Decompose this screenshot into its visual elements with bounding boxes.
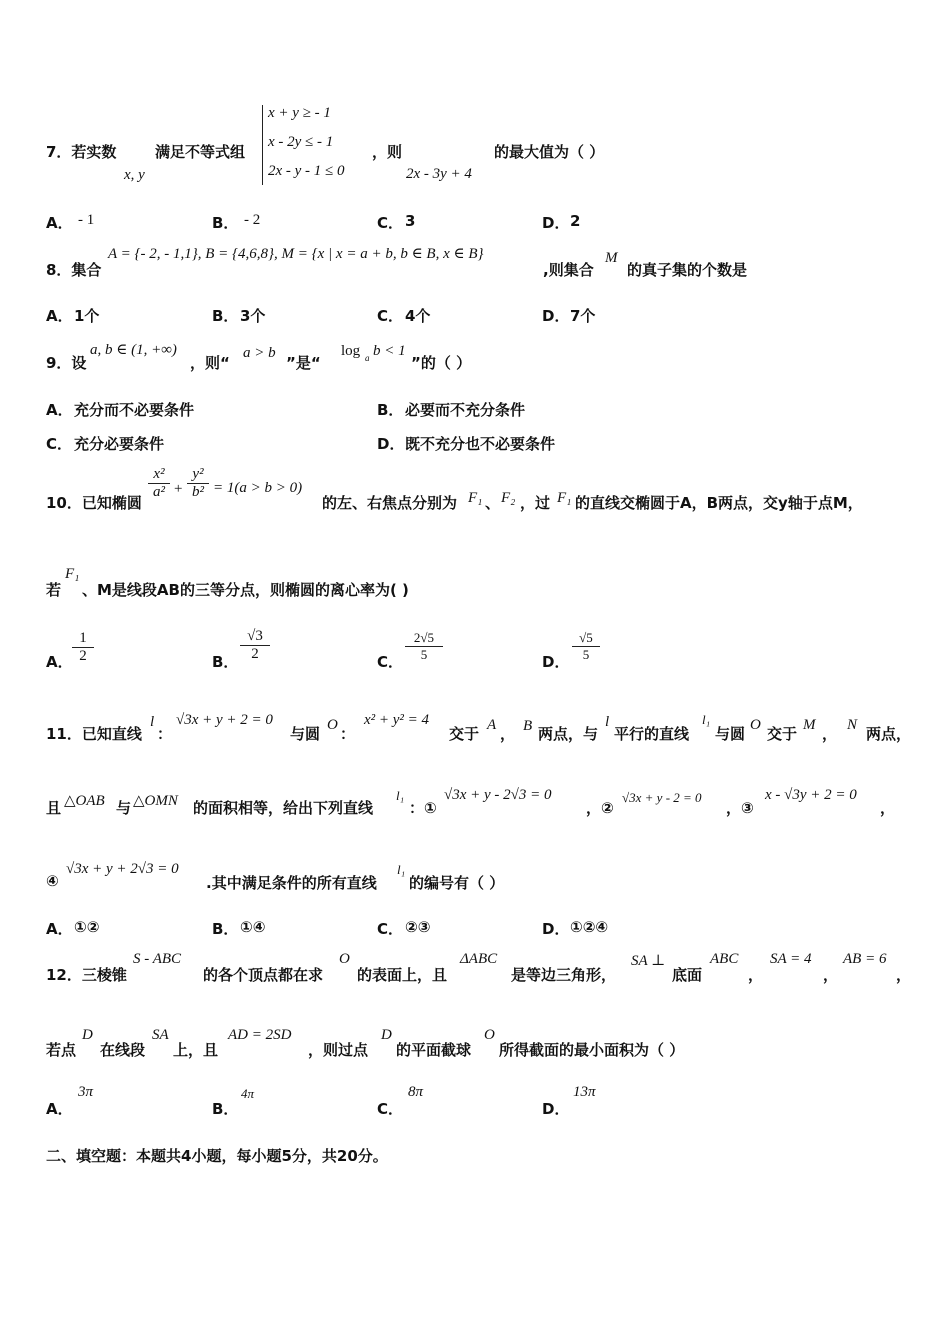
q12-option-a-value: 3π [78, 1084, 94, 1100]
q12-r2-t3: ，则过点 [308, 1041, 369, 1059]
q11-t5: 与圆 [715, 725, 746, 743]
q10-option-a-den: 2 [72, 647, 94, 665]
q10-option-b-num: √3 [247, 628, 263, 644]
q7-sys-line-1: x + y ≥ - 1 [268, 105, 331, 121]
q11-b: B [523, 718, 533, 734]
q10-option-c-fraction [405, 630, 443, 663]
q12-d: D [82, 1027, 93, 1043]
q11-tri2: △OMN [133, 793, 178, 809]
q12-c2: ， [823, 966, 839, 984]
q11-r3-t1: .其中满足条件的所有直线 [206, 874, 377, 892]
q12-o2: O [484, 1027, 495, 1043]
q11-r2-t6: ， [880, 799, 896, 817]
q7-option-a-label: A． [46, 214, 73, 232]
q9-option-a-value: 充分而不必要条件 [74, 401, 195, 419]
q11-o2: O [750, 717, 761, 733]
q7-mid: 满足不等式组 [155, 143, 246, 161]
q8-tail: 的真子集的个数是 [627, 261, 748, 279]
q11-option-a-label: A． [46, 920, 73, 938]
q9-mid1: ，则“ [190, 354, 230, 372]
q10-option-b-fraction [240, 628, 270, 663]
q8-option-b-label: B． [212, 307, 239, 325]
q9-p: a > b [243, 345, 276, 361]
q10-option-a-fraction [72, 630, 94, 665]
q8-set: A = {- 2, - 1,1}, B = {4,6,8}, M = {x | x = a + b, b ∈ B, x ∈ B} [108, 246, 484, 262]
q9-tail: ”的（ ） [411, 354, 472, 372]
q9-mid2: ”是“ [286, 354, 321, 372]
q11-r3-t2: 的编号有（ ） [409, 874, 505, 892]
q8-option-d-value: 7个 [570, 307, 596, 325]
q12-t3: 是等边三角形， [511, 966, 617, 984]
q9-cond: a, b ∈ (1, +∞) [90, 342, 177, 358]
q10-f2: F₂ [501, 490, 516, 506]
q7-option-d-value: 2 [570, 212, 581, 230]
q11-t4: 平行的直线 [614, 725, 690, 743]
q8-option-d-label: D． [542, 307, 570, 325]
q12-abc: ABC [710, 951, 739, 967]
q9-option-c-label: C． [46, 435, 73, 453]
q12-sa: SA ⊥ [631, 953, 666, 969]
q12-option-d-value: 13π [573, 1084, 596, 1100]
q10-option-c-label: C． [377, 653, 404, 671]
q12-ab6: AB = 6 [843, 951, 887, 967]
q11-e2: √3x + y - 2 = 0 [622, 790, 702, 805]
q10-text3: 的直线交椭圆于A，B两点，交y轴于点M， [575, 494, 863, 512]
q11-r2-t4: ，② [586, 799, 614, 817]
q11-option-a-value: ①② [74, 918, 100, 936]
q7-tail: 的最大值为（ ） [494, 143, 605, 161]
q11-l1: l₁ [702, 712, 711, 727]
q8-lead: 8．集合 [46, 261, 102, 279]
q11-r3-lead: ④ [46, 872, 59, 890]
q9-q-rest: b < 1 [373, 343, 406, 359]
q7-system-brace [262, 105, 263, 185]
q10-f1: F₁ [468, 490, 483, 506]
q8-option-c-label: C． [377, 307, 404, 325]
q11-e1: √3x + y - 2√3 = 0 [444, 787, 552, 803]
q11-t3: 两点，与 [538, 725, 599, 743]
q11-e3: x - √3y + 2 = 0 [765, 787, 857, 803]
q11-option-c-value: ②③ [405, 918, 431, 936]
q9-option-d-label: D． [377, 435, 405, 453]
q11-t6: 交于 [767, 725, 798, 743]
q9-option-a-label: A． [46, 401, 73, 419]
q11-r2-t1: 与 [116, 799, 132, 817]
q10-option-a-num: 1 [79, 630, 87, 646]
q11-r2-t3: ：① [409, 799, 437, 817]
q11-option-d-value: ①②④ [570, 918, 609, 936]
q11-l2: l [605, 714, 610, 730]
q7-vars: x, y [124, 167, 145, 183]
q11-lead: 11．已知直线 [46, 725, 142, 743]
q11-l1c: l₁ [397, 862, 406, 877]
q7-option-a-value: - 1 [78, 212, 95, 228]
q11-colon: ： [157, 725, 173, 743]
q12-option-c-value: 8π [408, 1084, 424, 1100]
q12-r2-t4: 的平面截球 [396, 1041, 472, 1059]
q10-option-c-num: 2√5 [413, 630, 435, 645]
q7-option-c-label: C． [377, 214, 404, 232]
q10-lead: 10．已知椭圆 [46, 494, 142, 512]
q10-den-2: b² [187, 483, 209, 501]
q12-t2: 的表面上，且 [357, 966, 448, 984]
q10-option-a-label: A． [46, 653, 73, 671]
q11-n: N [847, 717, 858, 733]
q8-option-a-label: A． [46, 307, 73, 325]
q10-option-d-label: D． [542, 653, 570, 671]
q10-f1c: F₁ [65, 566, 80, 582]
q11-m: M [803, 717, 816, 733]
q8-option-b-value: 3个 [240, 307, 266, 325]
q7-then: ，则 [372, 143, 403, 161]
q11-o: O [327, 717, 338, 733]
q12-option-c-label: C． [377, 1100, 404, 1118]
q12-lead: 12．三棱锥 [46, 966, 127, 984]
q10-option-b-den: 2 [240, 645, 270, 663]
q10-option-c-den: 5 [405, 646, 443, 663]
q8-var: M [605, 250, 618, 266]
q11-t2: 交于 [449, 725, 480, 743]
q12-sa2: SA [152, 1027, 169, 1043]
q12-sa4: SA = 4 [770, 951, 812, 967]
q11-colon2: ： [340, 725, 356, 743]
q12-t1: 的各个顶点都在求 [203, 966, 324, 984]
q11-a: A [487, 717, 497, 733]
q10-sep: 、 [485, 494, 501, 512]
q7-sys-line-3: 2x - y - 1 ≤ 0 [268, 163, 345, 179]
q7-sys-line-2: x - 2y ≤ - 1 [268, 134, 334, 150]
q9-lead: 9．设 [46, 354, 87, 372]
q10-den-1: a² [148, 483, 170, 501]
q12-r2-t1: 在线段 [100, 1041, 146, 1059]
q10-option-b-label: B． [212, 653, 239, 671]
q7-lead: 7．若实数 [46, 143, 117, 161]
section-2-heading: 二、填空题：本题共4小题，每小题5分，共20分。 [46, 1147, 388, 1165]
q12-o: O [339, 951, 350, 967]
q10-option-d-den: 5 [572, 646, 600, 663]
q8-mid: ,则集合 [543, 261, 594, 279]
q12-pyr: S - ABC [133, 951, 182, 967]
q10-option-d-num: √5 [579, 630, 593, 645]
q9-option-b-label: B． [377, 401, 404, 419]
q10-eq: = 1(a > b > 0) [213, 480, 303, 496]
q10-fraction-y [187, 466, 209, 501]
q10-text2: ，过 [520, 494, 551, 512]
q7-expr: 2x - 3y + 4 [406, 166, 472, 182]
q12-r2-lead: 若点 [46, 1041, 77, 1059]
q10-num-1: x² [153, 466, 165, 482]
q9-option-b-value: 必要而不充分条件 [405, 401, 526, 419]
q12-option-b-label: B． [212, 1100, 239, 1118]
q11-r2-lead: 且 [46, 799, 62, 817]
q11-comma2: ， [822, 725, 838, 743]
q7-option-b-value: - 2 [244, 212, 261, 228]
q11-line-eq: √3x + y + 2 = 0 [176, 712, 273, 728]
q11-l1b: l₁ [396, 788, 405, 803]
q11-e4: √3x + y + 2√3 = 0 [66, 861, 179, 877]
q12-r2-t5: 所得截面的最小面积为（ ） [499, 1041, 685, 1059]
q10-f1b: F₁ [557, 490, 572, 506]
q12-option-d-label: D． [542, 1100, 570, 1118]
q11-r2-t2: 的面积相等，给出下列直线 [193, 799, 374, 817]
q8-option-c-value: 4个 [405, 307, 431, 325]
q11-option-d-label: D． [542, 920, 570, 938]
q10-line2-tail: 、M是线段AB的三等分点，则椭圆的离心率为( ) [82, 581, 409, 599]
q9-q-log: log [341, 343, 361, 359]
q11-option-b-label: B． [212, 920, 239, 938]
q8-option-a-value: 1个 [74, 307, 100, 325]
q10-option-d-fraction [572, 630, 600, 663]
q11-r2-t5: ，③ [726, 799, 754, 817]
q10-fraction-x [148, 466, 170, 501]
q10-plus: + [174, 481, 183, 497]
q9-option-d-value: 既不充分也不必要条件 [405, 435, 556, 453]
q11-t1: 与圆 [290, 725, 321, 743]
q9-option-c-value: 充分必要条件 [74, 435, 165, 453]
q12-d2: D [381, 1027, 392, 1043]
q11-option-b-value: ①④ [240, 918, 266, 936]
q12-tri: ΔABC [460, 951, 498, 967]
q12-c3: ， [896, 966, 912, 984]
q10-num-2: y² [192, 466, 204, 482]
q10-text1: 的左、右焦点分别为 [322, 494, 458, 512]
q12-r2-t2: 上，且 [173, 1041, 219, 1059]
q10-line2-lead: 若 [46, 581, 62, 599]
q12-t4: 底面 [672, 966, 703, 984]
q9-q-sub: a [365, 353, 370, 363]
q7-option-b-label: B． [212, 214, 239, 232]
q11-circle: x² + y² = 4 [364, 712, 430, 728]
q11-l: l [150, 714, 155, 730]
q7-option-d-label: D． [542, 214, 570, 232]
q7-option-c-value: 3 [405, 212, 416, 230]
q12-ad: AD = 2SD [228, 1027, 292, 1043]
q11-comma: ， [500, 725, 516, 743]
q11-option-c-label: C． [377, 920, 404, 938]
q12-option-b-value: 4π [241, 1086, 255, 1101]
q12-c1: ， [748, 966, 764, 984]
q12-option-a-label: A． [46, 1100, 73, 1118]
q11-t7: 两点， [866, 725, 912, 743]
q11-tri1: △OAB [64, 793, 105, 809]
